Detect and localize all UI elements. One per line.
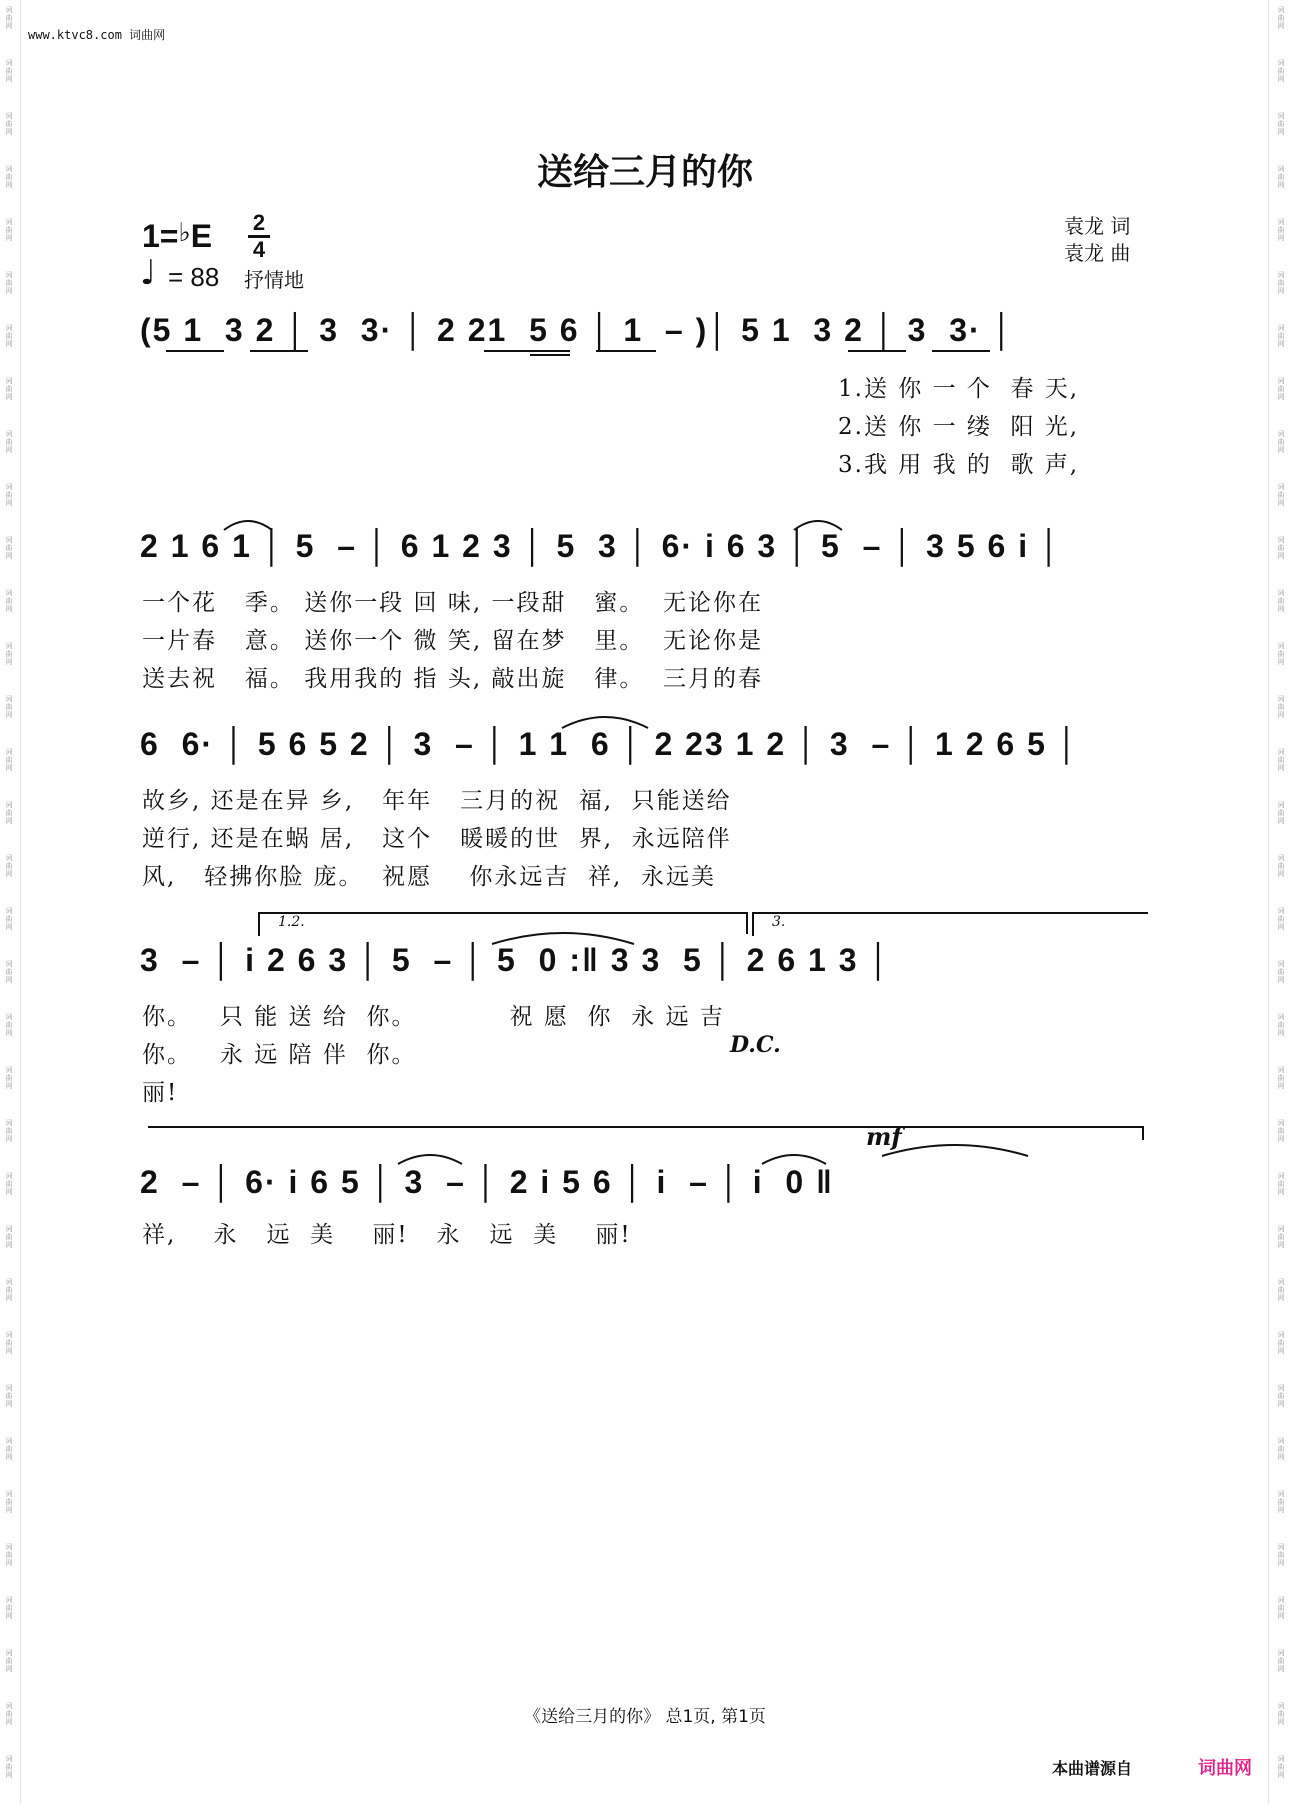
watermark-glyph: 词 曲 网 — [5, 748, 13, 772]
watermark-glyph: 词 曲 网 — [1277, 1596, 1285, 1620]
flat-icon: ♭ — [178, 218, 191, 248]
lyric-row2-verse2: 一片春 意。 送你一个 微 笑, 留在梦 里。 无论你是 — [142, 628, 764, 654]
slur-row5-b — [760, 1150, 828, 1166]
watermark-glyph: 词 曲 网 — [5, 218, 13, 242]
time-bottom: 4 — [252, 237, 266, 262]
left-watermark-strip — [0, 0, 18, 1804]
watermark-glyph: 词 曲 网 — [1277, 218, 1285, 242]
watermark-glyph: 词 曲 网 — [5, 1278, 13, 1302]
watermark-glyph: 词 曲 网 — [5, 430, 13, 454]
tie-row4 — [490, 928, 636, 946]
watermark-glyph: 词 曲 网 — [1277, 1649, 1285, 1673]
watermark-glyph: 词 曲 网 — [5, 642, 13, 666]
lyric-row3-verse3: 风, 轻拂你脸 庞。 祝愿 你永远吉 祥, 永远美 — [142, 864, 716, 890]
watermark-glyph: 词 曲 网 — [1277, 112, 1285, 136]
lyric-row4-verse2: 你。 永 远 陪 伴 你。 — [142, 1042, 417, 1068]
source-label: 本曲谱源自 — [1052, 1759, 1133, 1778]
lyric-row5: 祥, 永 远 美 丽! 永 远 美 丽! — [142, 1222, 632, 1248]
watermark-glyph: 词 曲 网 — [5, 1596, 13, 1620]
tie-row5 — [880, 1140, 1030, 1158]
notation-row-1 — [140, 312, 1150, 372]
lyric-row1-verse2: 2.送 你 一 缕 阳 光, — [838, 414, 1080, 440]
dynamic-marking: mf — [866, 1122, 902, 1151]
watermark-glyph: 词 曲 网 — [1277, 1331, 1285, 1355]
notation-row-2 — [140, 528, 1150, 588]
watermark-glyph: 词 曲 网 — [5, 1172, 13, 1196]
lyric-row4-verse1: 你。 只 能 送 给 你。 祝 愿 你 永 远 吉 — [142, 1004, 725, 1030]
watermark-glyph: 词 曲 网 — [5, 377, 13, 401]
watermark-glyph: 词 曲 网 — [1277, 960, 1285, 984]
watermark-glyph: 词 曲 网 — [1277, 1755, 1285, 1779]
watermark-glyph: 词 曲 网 — [5, 1702, 13, 1726]
time-signature — [248, 212, 270, 261]
lyric-row1-verse3: 3.我 用 我 的 歌 声, — [838, 452, 1080, 478]
watermark-glyph: 词 曲 网 — [5, 589, 13, 613]
time-top: 2 — [252, 210, 266, 235]
watermark-glyph: 词 曲 网 — [5, 907, 13, 931]
dc-marking: D.C. — [730, 1032, 781, 1058]
watermark-glyph: 词 曲 网 — [5, 1437, 13, 1461]
watermark-glyph: 词 曲 网 — [1277, 748, 1285, 772]
volta-second-ending — [752, 912, 1148, 936]
watermark-glyph: 词 曲 网 — [1277, 324, 1285, 348]
watermark-glyph: 词 曲 网 — [5, 165, 13, 189]
lyric-row3-verse1: 故乡, 还是在异 乡, 年年 三月的祝 福, 只能送给 — [142, 788, 732, 814]
page-title: 送给三月的你 — [536, 151, 753, 193]
watermark-glyph: 词 曲 网 — [1277, 1543, 1285, 1567]
watermark-glyph: 词 曲 网 — [5, 1225, 13, 1249]
site-url[interactable]: www.ktvc8.com 词曲网 — [28, 28, 166, 42]
row-3-notes: 6 6· │ 5 6 5 2 │ 3 – │ 1 1 6 │ 2 23 1 2 │ 3 – │ 1 2 6 5 │ — [140, 726, 1080, 762]
watermark-glyph: 词 曲 网 — [5, 59, 13, 83]
right-margin-line — [1268, 0, 1269, 1804]
row-1-notes: (5 1 3 2 │ 3 3· │ 2 21 5 6 │ 1 – )│ 5 1 3 2 │ 3 3· │ — [140, 312, 1015, 348]
watermark-glyph: 词 曲 网 — [1277, 59, 1285, 83]
watermark-glyph: 词 曲 网 — [5, 536, 13, 560]
key-prefix: 1= — [142, 218, 179, 254]
watermark-glyph: 词 曲 网 — [1277, 1119, 1285, 1143]
slur-row5-a — [396, 1150, 464, 1166]
lyric-row2-verse1: 一个花 季。 送你一段 回 味, 一段甜 蜜。 无论你在 — [142, 590, 764, 616]
watermark-glyph: 词 曲 网 — [1277, 377, 1285, 401]
watermark-glyph: 词 曲 网 — [1277, 801, 1285, 825]
watermark-glyph: 词 曲 网 — [5, 483, 13, 507]
notation-row-3 — [140, 726, 1150, 786]
row-4-notes: 3 – │ i 2 6 3 │ 5 – │ 5 0 :‖ 3 3 5 │ 2 6 1 3 │ — [140, 942, 892, 978]
watermark-glyph: 词 曲 网 — [1277, 1702, 1285, 1726]
lyric-row1-verse1: 1.送 你 一 个 春 天, — [838, 376, 1080, 402]
watermark-glyph: 词 曲 网 — [1277, 1013, 1285, 1037]
slur-row2-b — [792, 516, 844, 532]
composer-credit: 袁龙 曲 — [1064, 241, 1131, 265]
watermark-glyph: 词 曲 网 — [5, 1649, 13, 1673]
key-letter: E — [190, 218, 213, 254]
watermark-glyph: 词 曲 网 — [1277, 695, 1285, 719]
watermark-glyph: 词 曲 网 — [5, 1331, 13, 1355]
watermark-glyph: 词 曲 网 — [5, 960, 13, 984]
watermark-glyph: 词 曲 网 — [5, 695, 13, 719]
watermark-glyph: 词 曲 网 — [5, 1119, 13, 1143]
lyric-row4-verse3: 丽! — [142, 1080, 179, 1106]
watermark-glyph: 词 曲 网 — [5, 801, 13, 825]
watermark-glyph: 词 曲 网 — [5, 271, 13, 295]
watermark-glyph: 词 曲 网 — [1277, 271, 1285, 295]
watermark-glyph: 词 曲 网 — [1277, 6, 1285, 30]
watermark-glyph: 词 曲 网 — [1277, 907, 1285, 931]
watermark-glyph: 词 曲 网 — [5, 1755, 13, 1779]
watermark-glyph: 词 曲 网 — [1277, 1384, 1285, 1408]
brand-logo[interactable]: 词曲网 — [1198, 1758, 1252, 1779]
page-footer: 《送给三月的你》 总1页, 第1页 — [524, 1707, 766, 1727]
watermark-glyph: 词 曲 网 — [5, 1384, 13, 1408]
watermark-glyph: 词 曲 网 — [5, 1066, 13, 1090]
tempo-value: = 88 — [168, 262, 220, 292]
notation-row-4 — [140, 942, 1150, 1002]
lyricist-credit: 袁龙 词 — [1064, 214, 1131, 238]
watermark-glyph: 词 曲 网 — [1277, 589, 1285, 613]
watermark-glyph: 词 曲 网 — [1277, 483, 1285, 507]
left-margin-line — [20, 0, 21, 1804]
row-2-notes: 2 1 6 1 │ 5 – │ 6 1 2 3 │ 5 3 │ 6· i 6 3 │ 5 – │ 3 5 6 i │ — [140, 528, 1062, 564]
watermark-glyph: 词 曲 网 — [1277, 854, 1285, 878]
watermark-glyph: 词 曲 网 — [1277, 1066, 1285, 1090]
quarter-note-icon: ♩ — [140, 253, 157, 293]
watermark-glyph: 词 曲 网 — [1277, 1278, 1285, 1302]
watermark-glyph: 词 曲 网 — [1277, 1225, 1285, 1249]
watermark-glyph: 词 曲 网 — [5, 112, 13, 136]
watermark-glyph: 词 曲 网 — [5, 324, 13, 348]
volta-second-label: 3. — [772, 914, 786, 930]
watermark-glyph: 词 曲 网 — [1277, 165, 1285, 189]
watermark-glyph: 词 曲 网 — [1277, 430, 1285, 454]
watermark-glyph: 词 曲 网 — [5, 1490, 13, 1514]
right-watermark-strip — [1272, 0, 1290, 1804]
watermark-glyph: 词 曲 网 — [5, 1543, 13, 1567]
watermark-glyph: 词 曲 网 — [1277, 1437, 1285, 1461]
watermark-glyph: 词 曲 网 — [1277, 642, 1285, 666]
tie-row3 — [560, 712, 650, 730]
watermark-glyph: 词 曲 网 — [5, 1013, 13, 1037]
slur-row2-a — [222, 516, 274, 532]
lyric-row2-verse3: 送去祝 福。 我用我的 指 头, 敲出旋 律。 三月的春 — [142, 666, 764, 692]
watermark-glyph: 词 曲 网 — [5, 6, 13, 30]
volta-first-label: 1.2. — [278, 914, 305, 930]
watermark-glyph: 词 曲 网 — [5, 854, 13, 878]
row-5-notes: 2 – │ 6· i 6 5 │ 3 – │ 2 i 5 6 │ i – │ i 0 ‖ — [140, 1164, 834, 1200]
tempo-expression: 抒情地 — [244, 268, 304, 292]
watermark-glyph: 词 曲 网 — [1277, 1490, 1285, 1514]
notation-row-5 — [140, 1164, 1150, 1224]
key-signature — [142, 218, 212, 255]
watermark-glyph: 词 曲 网 — [1277, 536, 1285, 560]
lyric-row3-verse2: 逆行, 还是在蜗 居, 这个 暖暖的世 界, 永远陪伴 — [142, 826, 732, 852]
watermark-glyph: 词 曲 网 — [1277, 1172, 1285, 1196]
